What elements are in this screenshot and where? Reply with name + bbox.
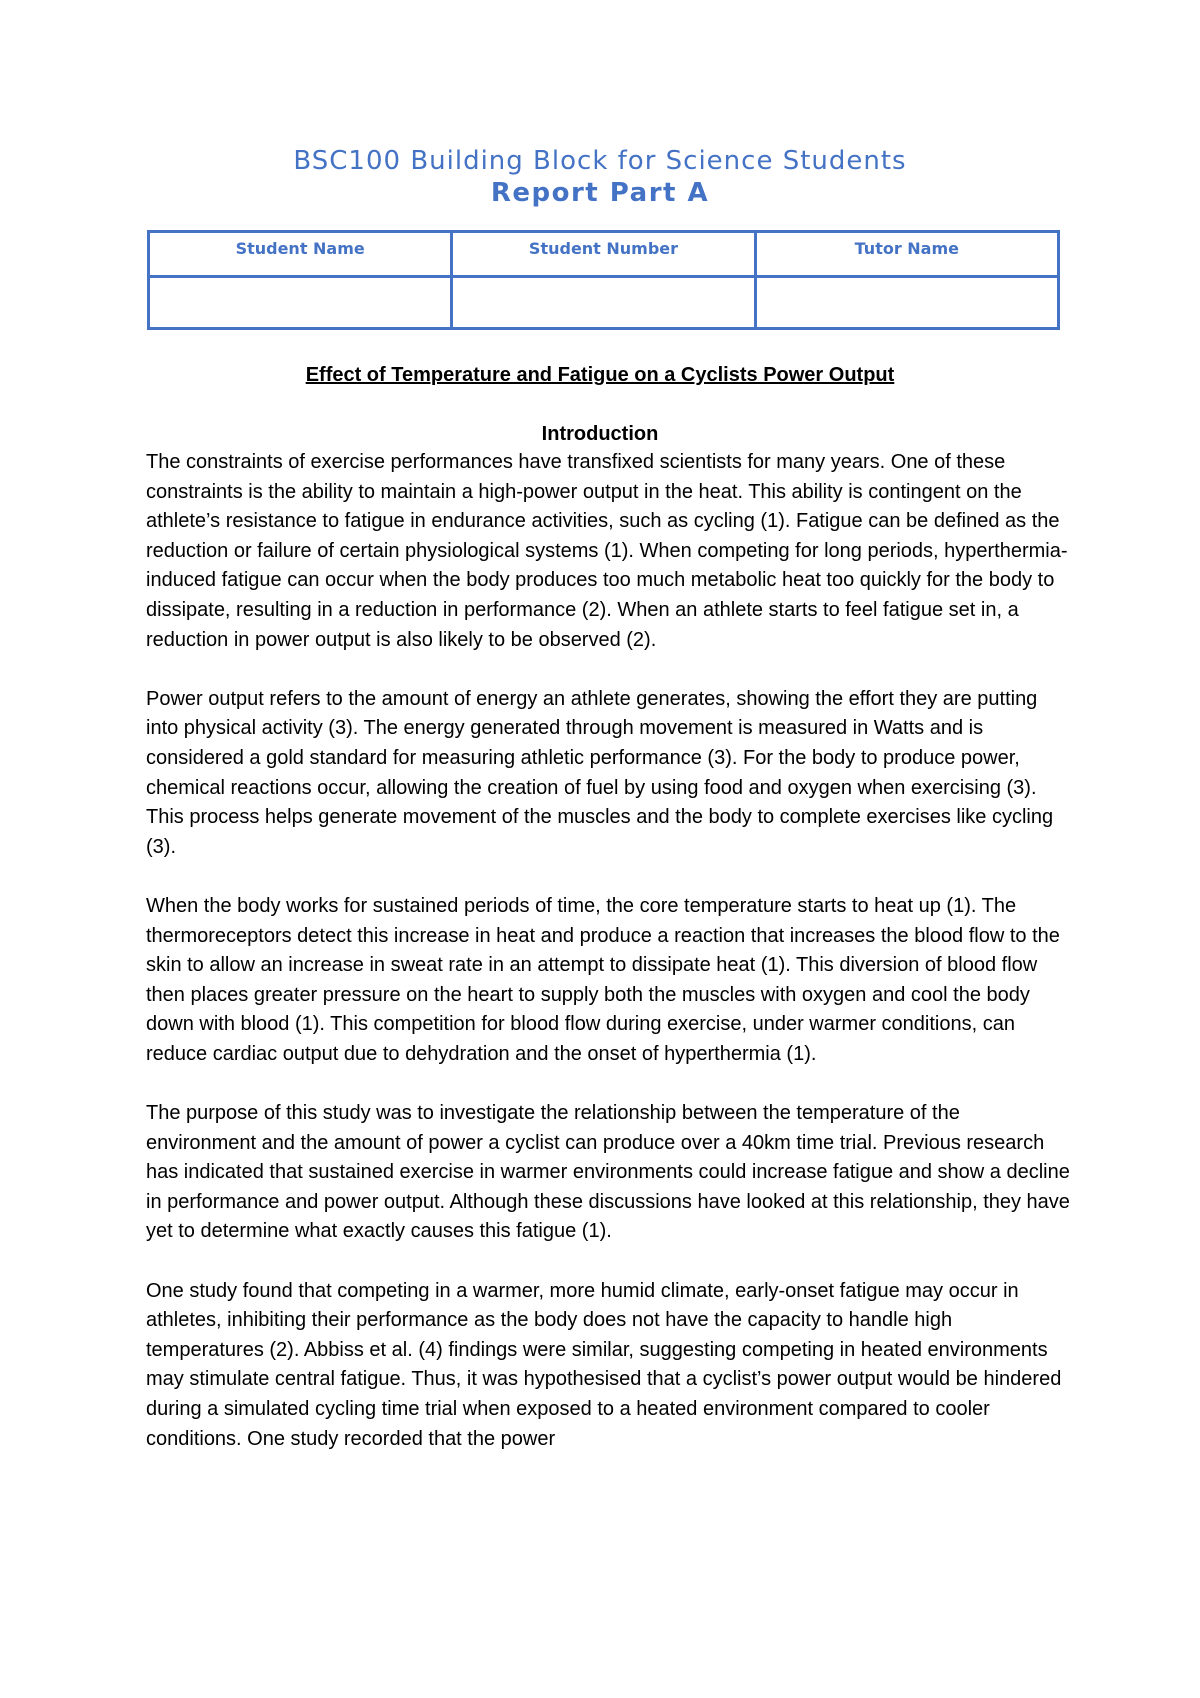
table-header-row <box>149 232 1059 277</box>
tutor-name-header: Tutor Name <box>755 232 1058 277</box>
student-name-cell[interactable] <box>149 277 452 329</box>
paragraph: The constraints of exercise performances have transfixed scientists for many years. One of these constraints is the ability to maintain a high-power output in the heat. This ability is contingent on the athlete’s resistance to fatigue in endurance activities, such as cycling (1). Fatigue can be defined as the reduction or failure of certain physiological systems (1). When competing for long periods, hyperthermia-induced fatigue can occur when the body produces too much metabolic heat too quickly for the body to dissipate, resulting in a reduction in performance (2). When an athlete starts to feel fatigue set in, a reduction in power output is also likely to be observed (2). <box>146 451 1068 651</box>
paragraph: One study found that competing in a warmer, more humid climate, early-onset fatigue may occur in athletes, inhibiting their performance as the body does not have the capacity to handle high temperatures (2). Abbiss et al. (4) findings were similar, suggesting competing in heated environments may stimulate central fatigue. Thus, it was hypothesised that a cyclist’s power output would be hindered during a simulated cycling time trial when exposed to a heated environment compared to cooler conditions. One study recorded that the power <box>146 1279 1062 1450</box>
tutor-name-cell[interactable] <box>755 277 1058 329</box>
document-title: BSC100 Building Block for Science Students <box>293 146 907 176</box>
student-info-table <box>147 230 1060 330</box>
student-number-cell[interactable] <box>452 277 755 329</box>
document-subtitle: Report Part A <box>490 178 710 208</box>
table-value-row <box>149 277 1059 329</box>
paragraph: When the body works for sustained periods of time, the core temperature starts to heat up (1). The thermoreceptors detect this increase in heat and produce a reaction that increases the blood flow to the skin to allow an increase in sweat rate in an attempt to dissipate heat (1). This diversion of blood flow then places greater pressure on the heart to supply both the muscles with oxygen and cool the body down with blood (1). This competition for blood flow during exercise, under warmer conditions, can reduce cardiac output due to dehydration and the onset of hyperthermia (1). <box>146 894 1060 1065</box>
student-name-header: Student Name <box>149 232 452 277</box>
paragraph: Power output refers to the amount of energy an athlete generates, showing the effort they are putting into physical activity (3). The energy generated through movement is measured in Watts and is considered a gold standard for measuring athletic performance (3). For the body to produce power, chemical reactions occur, allowing the creation of fuel by using food and oxygen when exercising (3). This process helps generate movement of the muscles and the body to complete exercises like cycling (3). <box>146 687 1054 858</box>
section-heading: Introduction <box>541 423 659 445</box>
student-number-header: Student Number <box>452 232 755 277</box>
article-body <box>146 448 1071 1454</box>
paragraph: The purpose of this study was to investigate the relationship between the temperature of the environment and the amount of power a cyclist can produce over a 40km time trial. Previous research has indicated that sustained exercise in warmer environments could increase fatigue and show a decline in performance and power output. Although these discussions have looked at this relationship, they have yet to determine what exactly causes this fatigue (1). <box>146 1102 1070 1243</box>
article-title: Effect of Temperature and Fatigue on a Cyclists Power Output <box>305 364 895 386</box>
